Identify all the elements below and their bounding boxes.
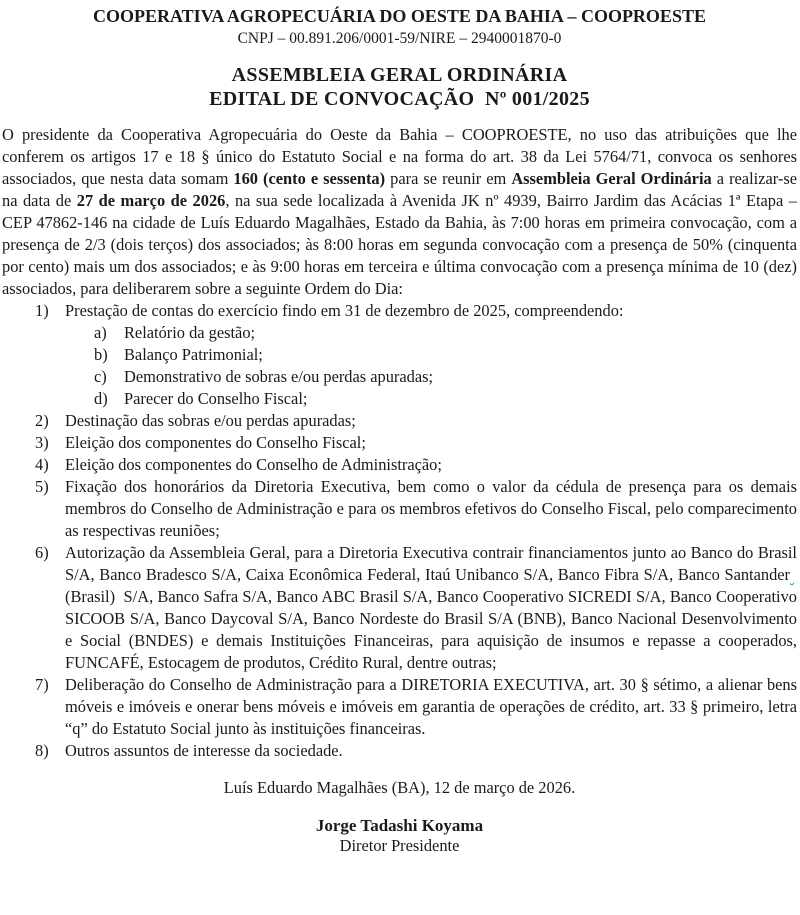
intro-text: a realizar-se na data de [2,169,797,210]
doc-title-line1: ASSEMBLEIA GERAL ORDINÁRIA [231,64,568,86]
agenda-item-4 [2,454,797,476]
agenda-subitem-text: Parecer do Conselho Fiscal; [124,389,308,408]
agenda-item-6 [2,542,797,674]
intro-bold-assembly-name: Assembleia Geral Ordinária [511,169,712,188]
agenda-subitem-text: Balanço Patrimonial; [124,345,263,364]
agenda-item-number: 3) [35,433,49,452]
agenda-subitem-letter: b) [94,345,108,364]
agenda-item-8 [2,740,797,762]
intro-text: para se reunir em [385,169,512,188]
place-and-date-line: Luís Eduardo Magalhães (BA), 12 de março de 2026. [223,778,576,797]
agenda-item-text: Eleição dos componentes do Conselho Fiscal; [65,433,366,452]
agenda-item-number: 2) [35,411,49,430]
agenda-item-number: 7) [35,675,49,694]
agenda-item-text: Fixação dos honorários da Diretoria Executiva, bem como o valor da cédula de presença para os demais membros do Conselho de Administração e para os membros efetivos do Conselho Fiscal, pelo comparecimento as respectivas reuniões; [65,477,797,540]
intro-text: , na sua sede localizada à Avenida JK nº 4939, Bairro Jardim das Acácias 1ª Etapa – CEP 47862-146 na cidade de Luís Eduardo Magalhães, Estado da Bahia, às 7:00 horas em primeira convocação, com a presença de 2/3 (dois terços) dos associados; às 8:00 horas em segunda convocação com a presença de 50% (cinquenta por cento) mais um dos associados; e às 9:00 horas em terceira e última convocação com a presença mínima de 10 (dez) associados, para deliberarem sobre a seguinte Ordem do Dia: [2,191,797,298]
agenda-item-number: 8) [35,741,49,760]
intro-bold-date: 27 de março de 2026 [76,191,226,210]
registry-line: CNPJ – 00.891.206/0001-59/NIRE – 2940001870-0 [237,30,562,47]
doc-title-line2: EDITAL DE CONVOCAÇÃO Nº 001/2025 [209,88,590,110]
agenda-subitem-text: Relatório da gestão; [124,323,256,342]
agenda-item-2 [2,410,797,432]
org-name: COOPERATIVA AGROPECUÁRIA DO OESTE DA BAHIA – COOPROESTE [93,6,706,26]
agenda-subitem-d [2,388,797,410]
agenda-item-text: Eleição dos componentes do Conselho de Administração; [65,455,442,474]
title-block [2,63,797,111]
intro-bold-member-count: 160 (cento e sessenta) [233,169,386,188]
agenda-item-text [65,542,797,674]
agenda-item-7 [2,674,797,740]
agenda-item-number: 6) [35,543,49,562]
signature-block [2,815,797,856]
agenda-item-6-text-after: (Brasil) S/A, Banco Safra S/A, Banco ABC Brasil S/A, Banco Cooperativo SICREDI S/A, Banco Cooperativo SICOOB S/A, Banco Daycoval S/A, Banco Nordeste do Brasil S/A (BNB), Banco Nacional Desenvolvimento e Social (BNDES) e demais Instituições Financeiras, para aquisição de insumos e repasse a cooperados, FUNCAFÉ, Estocagem de produtos, Crédito Rural, dentre outras; [65,587,797,672]
agenda-item-text: Prestação de contas do exercício findo em 31 de dezembro de 2025, compreendendo: [65,301,624,320]
agenda-item-text: Deliberação do Conselho de Administração para a DIRETORIA EXECUTIVA, art. 30 § sétimo, a alienar bens móveis e imóveis e onerar bens móveis e imóveis em garantia de operações de crédito, art. 33 § primeiro, letra “q” do Estatuto Social junto às instituições financeiras. [65,675,797,738]
document-header [2,6,797,111]
signer-role: Diretor Presidente [339,836,460,856]
agenda-item-number: 5) [35,477,49,496]
agenda-item-text: Destinação das sobras e/ou perdas apuradas; [65,411,356,430]
agenda-item-6-text-before: Autorização da Assembleia Geral, para a Diretoria Executiva contrair financiamentos junto ao Banco do Brasil S/A, Banco Bradesco S/A, Caixa Econômica Federal, Itaú Unibanco S/A, Banco Fibra S/A, Banco Santander [65,543,797,584]
agenda-list [2,300,797,762]
intro-paragraph [2,124,797,300]
agenda-item-number: 4) [35,455,49,474]
grammar-squiggle-mark [790,564,797,586]
agenda-subitem-text: Demonstrativo de sobras e/ou perdas apuradas; [124,367,434,386]
agenda-subitem-letter: c) [94,367,107,386]
agenda-subitem-a [2,322,797,344]
agenda-subitem-b [2,344,797,366]
agenda-item-1 [2,300,797,322]
agenda-subitem-letter: d) [94,389,108,408]
agenda-item-5 [2,476,797,542]
agenda-item-number: 1) [35,301,49,320]
agenda-item-3 [2,432,797,454]
agenda-subitem-letter: a) [94,323,107,342]
agenda-item-text: Outros assuntos de interesse da sociedade. [65,741,343,760]
agenda-subitem-c [2,366,797,388]
signer-name: Jorge Tadashi Koyama [315,816,484,836]
intro-text: O presidente da Cooperativa Agropecuária do Oeste da Bahia – COOPROESTE, no uso das atribuições que lhe conferem os artigos 17 e 18 § único do Estatuto Social e na forma do art. 38 da Lei 5764/71, convoca os senhores associados, que nesta data somam [2,125,797,188]
